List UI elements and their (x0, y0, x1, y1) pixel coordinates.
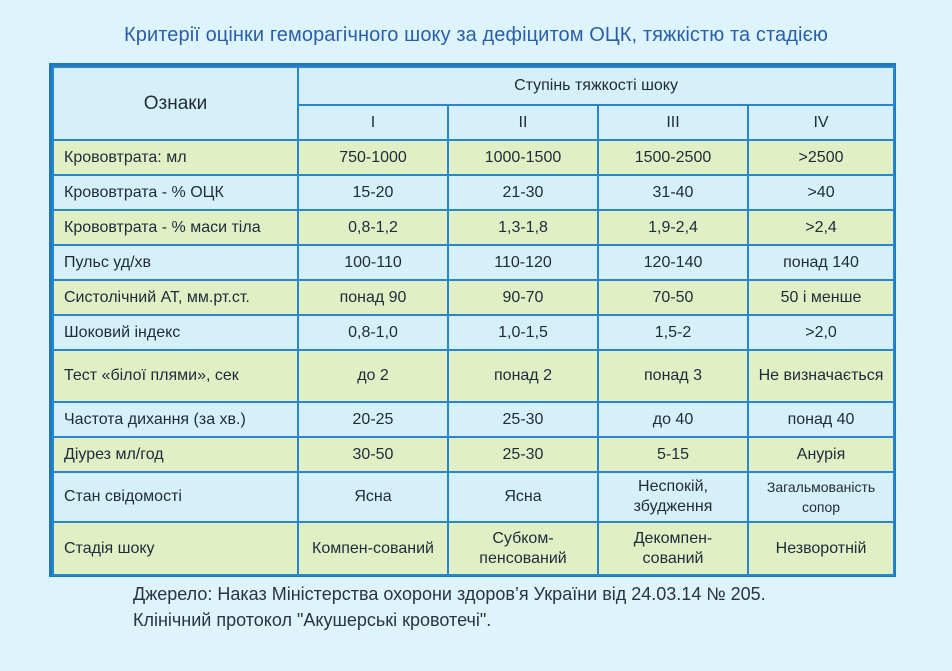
row-label: Шоковий індекс (53, 315, 298, 350)
table-row-blood-loss-body-mass (53, 210, 894, 245)
row-value: 1000-1500 (448, 140, 598, 175)
row-label: Стан свідомості (53, 472, 298, 522)
shock-criteria-table-frame (49, 63, 896, 577)
row-value: 31-40 (598, 175, 748, 210)
source-line-1: Джерело: Наказ Міністерства охорони здоров’я України від 24.03.14 № 205. (133, 584, 766, 604)
row-value: понад 140 (748, 245, 894, 280)
row-value: 5-15 (598, 437, 748, 472)
row-value: >40 (748, 175, 894, 210)
row-value: до 2 (298, 350, 448, 402)
header-degree-3: III (598, 105, 748, 140)
table-row-shock-index (53, 315, 894, 350)
table-row-respiratory-rate (53, 402, 894, 437)
table-row-diuresis (53, 437, 894, 472)
row-value: Декомпен-сований (598, 522, 748, 575)
table-row-consciousness (53, 472, 894, 522)
row-label: Тест «білої плями», сек (53, 350, 298, 402)
header-degree-4: IV (748, 105, 894, 140)
row-value: Анурія (748, 437, 894, 472)
row-value: 20-25 (298, 402, 448, 437)
row-label: Стадія шоку (53, 522, 298, 575)
row-value: 1,3-1,8 (448, 210, 598, 245)
row-value: 750-1000 (298, 140, 448, 175)
row-value: 25-30 (448, 402, 598, 437)
row-label: Крововтрата: мл (53, 140, 298, 175)
row-value: 1,9-2,4 (598, 210, 748, 245)
row-value: Не визначається (748, 350, 894, 402)
row-value: 0,8-1,2 (298, 210, 448, 245)
shock-criteria-table (52, 66, 895, 576)
row-value: Загальмованість сопор (748, 472, 894, 522)
row-value: 15-20 (298, 175, 448, 210)
row-value: Незворотній (748, 522, 894, 575)
row-value: 1,0-1,5 (448, 315, 598, 350)
row-value: 100-110 (298, 245, 448, 280)
row-value: >2,0 (748, 315, 894, 350)
table-row-systolic-bp (53, 280, 894, 315)
row-value: Неспокій, збудження (598, 472, 748, 522)
row-label: Крововтрата - % маси тіла (53, 210, 298, 245)
row-value: 50 і менше (748, 280, 894, 315)
table-row-blood-loss-ml (53, 140, 894, 175)
page-title: Критерії оцінки геморагічного шоку за дефіцитом ОЦК, тяжкістю та стадією (123, 24, 828, 46)
row-value: 1,5-2 (598, 315, 748, 350)
table-row-pulse (53, 245, 894, 280)
table-row-blood-loss-bcv (53, 175, 894, 210)
row-value: Субком-пенсований (448, 522, 598, 575)
header-signs: Ознаки (53, 67, 298, 140)
table-row-white-spot-test (53, 350, 894, 402)
header-degree-2: II (448, 105, 598, 140)
row-value: >2500 (748, 140, 894, 175)
header-degree-1: I (298, 105, 448, 140)
row-value: 110-120 (448, 245, 598, 280)
row-value: Компен-сований (298, 522, 448, 575)
row-value: 25-30 (448, 437, 598, 472)
header-severity: Ступінь тяжкості шоку (298, 67, 894, 105)
row-value: понад 3 (598, 350, 748, 402)
row-value: >2,4 (748, 210, 894, 245)
row-value: 1500-2500 (598, 140, 748, 175)
row-value: 90-70 (448, 280, 598, 315)
source-line-2: Клінічний протокол "Акушерські кровотечі". (133, 610, 492, 630)
table-row-shock-stage (53, 522, 894, 575)
row-value: до 40 (598, 402, 748, 437)
row-label: Діурез мл/год (53, 437, 298, 472)
source-note (133, 581, 766, 633)
row-label: Систолічний АТ, мм.рт.ст. (53, 280, 298, 315)
row-value: Ясна (298, 472, 448, 522)
row-value: понад 2 (448, 350, 598, 402)
row-label: Частота дихання (за хв.) (53, 402, 298, 437)
row-value: 70-50 (598, 280, 748, 315)
row-value: 0,8-1,0 (298, 315, 448, 350)
row-value: понад 90 (298, 280, 448, 315)
row-value: понад 40 (748, 402, 894, 437)
row-label: Пульс уд/хв (53, 245, 298, 280)
row-value: Ясна (448, 472, 598, 522)
row-value: 21-30 (448, 175, 598, 210)
row-label: Крововтрата - % ОЦК (53, 175, 298, 210)
row-value: 30-50 (298, 437, 448, 472)
row-value: 120-140 (598, 245, 748, 280)
